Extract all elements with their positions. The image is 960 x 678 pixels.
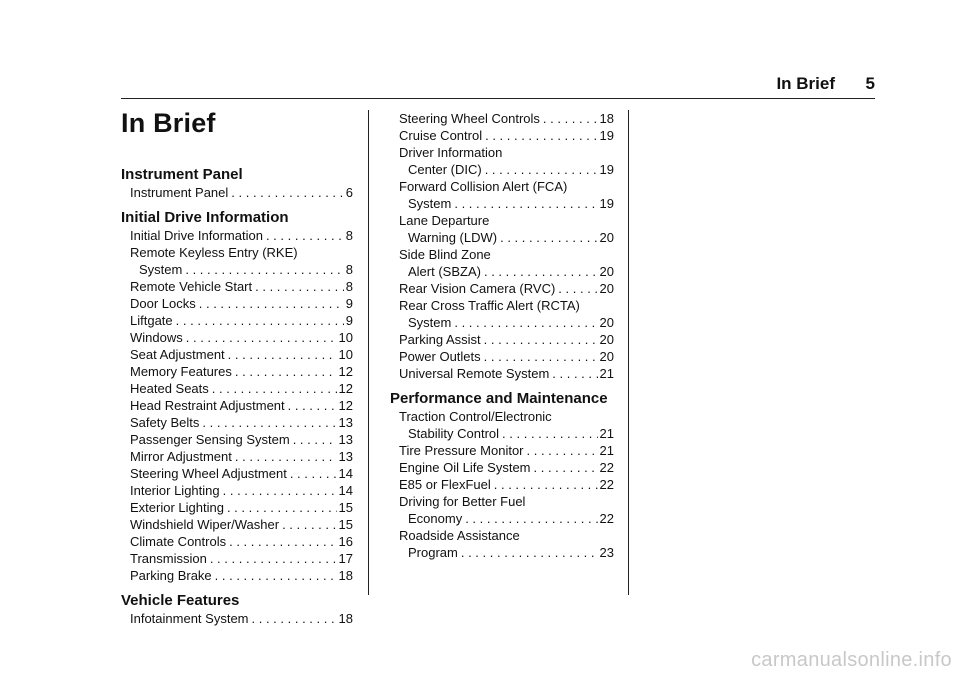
toc-entry-page: 10: [338, 347, 353, 362]
dot-leader: [558, 280, 597, 297]
toc-entry[interactable]: [121, 448, 353, 465]
toc-entry[interactable]: [121, 346, 353, 363]
dot-leader: [228, 346, 337, 363]
toc-entry[interactable]: [121, 550, 353, 567]
toc-entry[interactable]: [121, 244, 353, 278]
toc-entry-page: 23: [599, 545, 614, 560]
toc-entry-page: 14: [338, 466, 353, 481]
toc-entry-title: Rear Cross Traffic Alert (RCTA): [399, 298, 580, 313]
toc-entry-page: 21: [599, 426, 614, 441]
toc-entry-page: 21: [599, 366, 614, 381]
toc-column-1: [121, 166, 353, 627]
dot-leader: [210, 550, 337, 567]
toc-entry[interactable]: [390, 212, 614, 246]
dot-leader: [199, 295, 344, 312]
column-divider: [368, 110, 369, 595]
toc-entry-page: 12: [338, 398, 353, 413]
dot-leader: [227, 499, 337, 516]
toc-entry-page: 15: [338, 500, 353, 515]
dot-leader: [484, 263, 598, 280]
toc-entry-page: 18: [599, 111, 614, 126]
section-heading: Instrument Panel: [121, 166, 243, 183]
toc-entry-title: E85 or FlexFuel: [399, 477, 491, 492]
toc-entry-page: 20: [599, 349, 614, 364]
toc-entry-title: Remote Vehicle Start: [130, 279, 253, 294]
toc-entry-title: System: [408, 196, 452, 211]
toc-entry-title: Tire Pressure Monitor: [399, 443, 524, 458]
toc-entry[interactable]: [390, 280, 614, 297]
toc-entry-page: 22: [599, 511, 614, 526]
toc-entry[interactable]: [390, 365, 614, 382]
toc-entry[interactable]: [121, 380, 353, 397]
toc-entry-page: 13: [338, 449, 353, 464]
toc-entry[interactable]: [121, 482, 353, 499]
toc-entry-page: 18: [338, 568, 353, 583]
toc-entry-page: 10: [338, 330, 353, 345]
toc-entry[interactable]: [121, 533, 353, 550]
toc-entry-title: Driver Information: [399, 145, 503, 160]
dot-leader: [494, 476, 598, 493]
toc-column-2: [390, 110, 614, 561]
toc-entry-title: Engine Oil Life System: [399, 460, 531, 475]
toc-entry-title: Liftgate: [130, 313, 173, 328]
toc-entry[interactable]: [390, 331, 614, 348]
toc-entry-page: 18: [338, 611, 353, 626]
dot-leader: [454, 195, 597, 212]
dot-leader: [176, 312, 344, 329]
dot-leader: [485, 161, 598, 178]
dot-leader: [288, 397, 337, 414]
toc-entry-title: Driving for Better Fuel: [399, 494, 526, 509]
page-title: In Brief: [121, 108, 216, 138]
toc-entry[interactable]: [390, 127, 614, 144]
toc-entry-title: Initial Drive Information: [130, 228, 263, 243]
toc-entry-page: 20: [599, 281, 614, 296]
toc-entry-title: Universal Remote System: [399, 366, 550, 381]
toc-entry-page: 8: [345, 228, 353, 243]
toc-entry-title: Remote Keyless Entry (RKE): [130, 245, 298, 260]
dot-leader: [502, 425, 597, 442]
dot-leader: [465, 510, 597, 527]
toc-entry-title: Memory Features: [130, 364, 232, 379]
toc-entry[interactable]: [390, 297, 614, 331]
toc-entry-title: Stability Control: [408, 426, 500, 441]
toc-entry[interactable]: [390, 493, 614, 527]
toc-entry-title: System: [408, 315, 452, 330]
dot-leader: [252, 610, 337, 627]
dot-leader: [527, 442, 598, 459]
toc-entry-title: Mirror Adjustment: [130, 449, 232, 464]
dot-leader: [500, 229, 597, 246]
toc-entry[interactable]: [121, 312, 353, 329]
toc-entry-title: System: [139, 262, 183, 277]
toc-entry-title: Economy: [408, 511, 463, 526]
toc-entry[interactable]: [121, 329, 353, 346]
running-header: [121, 70, 875, 99]
toc-entry-title: Seat Adjustment: [130, 347, 225, 362]
toc-entry-page: 14: [338, 483, 353, 498]
dot-leader: [290, 465, 337, 482]
toc-entry-title: Traction Control/Electronic: [399, 409, 552, 424]
toc-entry-page: 15: [338, 517, 353, 532]
toc-entry[interactable]: [390, 246, 614, 280]
toc-entry-title: Parking Assist: [399, 332, 481, 347]
toc-entry[interactable]: [121, 431, 353, 448]
dot-leader: [552, 365, 597, 382]
toc-entry[interactable]: [390, 408, 614, 442]
toc-entry-page: 19: [599, 196, 614, 211]
toc-entry-page: 20: [599, 264, 614, 279]
section-heading: Performance and Maintenance: [390, 390, 608, 407]
section-heading: Vehicle Features: [121, 592, 240, 609]
header-page-number: 5: [865, 74, 875, 93]
toc-entry[interactable]: [390, 476, 614, 493]
dot-leader: [212, 380, 337, 397]
watermark: carmanualsonline.info: [751, 649, 952, 671]
dot-leader: [235, 448, 337, 465]
toc-entry-title: Side Blind Zone: [399, 247, 491, 262]
toc-entry-title: Program: [408, 545, 458, 560]
column-divider: [628, 110, 629, 595]
toc-entry-title: Exterior Lighting: [130, 500, 224, 515]
toc-entry-title: Forward Collision Alert (FCA): [399, 179, 568, 194]
dot-leader: [484, 331, 598, 348]
toc-entry-page: 22: [599, 460, 614, 475]
toc-entry-title: Head Restraint Adjustment: [130, 398, 285, 413]
dot-leader: [215, 567, 337, 584]
toc-entry-title: Rear Vision Camera (RVC): [399, 281, 556, 296]
toc-entry-page: 17: [338, 551, 353, 566]
toc-entry-page: 13: [338, 432, 353, 447]
toc-entry-title: Parking Brake: [130, 568, 212, 583]
dot-leader: [231, 184, 343, 201]
toc-entry-title: Door Locks: [130, 296, 196, 311]
toc-entry-page: 20: [599, 332, 614, 347]
toc-entry[interactable]: [390, 459, 614, 476]
section-heading: Initial Drive Information: [121, 209, 289, 226]
dot-leader: [266, 227, 344, 244]
toc-entry-title: Interior Lighting: [130, 483, 220, 498]
toc-entry-page: 19: [599, 162, 614, 177]
toc-entry[interactable]: [121, 567, 353, 584]
dot-leader: [485, 127, 597, 144]
toc-entry[interactable]: [121, 499, 353, 516]
toc-entry-title: Climate Controls: [130, 534, 227, 549]
toc-entry[interactable]: [121, 516, 353, 533]
toc-entry-page: 20: [599, 315, 614, 330]
dot-leader: [293, 431, 337, 448]
toc-entry-page: 16: [338, 534, 353, 549]
toc-entry-title: Safety Belts: [130, 415, 200, 430]
dot-leader: [202, 414, 336, 431]
dot-leader: [543, 110, 598, 127]
toc-entry-page: 8: [345, 262, 353, 277]
toc-entry[interactable]: [390, 527, 614, 561]
dot-leader: [223, 482, 337, 499]
toc-entry[interactable]: [121, 184, 353, 201]
dot-leader: [534, 459, 598, 476]
toc-entry-page: 9: [345, 296, 353, 311]
toc-entry-title: Center (DIC): [408, 162, 482, 177]
toc-entry-page: 8: [345, 279, 353, 294]
toc-entry[interactable]: [121, 278, 353, 295]
dot-leader: [282, 516, 336, 533]
dot-leader: [255, 278, 344, 295]
dot-leader: [461, 544, 598, 561]
toc-entry-title: Roadside Assistance: [399, 528, 520, 543]
toc-entry-title: Passenger Sensing System: [130, 432, 290, 447]
toc-entry[interactable]: [390, 348, 614, 365]
dot-leader: [484, 348, 598, 365]
toc-entry[interactable]: [121, 414, 353, 431]
toc-entry-page: 12: [338, 364, 353, 379]
toc-entry-page: 6: [345, 185, 353, 200]
toc-entry-title: Heated Seats: [130, 381, 209, 396]
toc-entry[interactable]: [390, 110, 614, 127]
dot-leader: [235, 363, 337, 380]
toc-entry[interactable]: [121, 397, 353, 414]
toc-entry[interactable]: [390, 178, 614, 212]
toc-entry-title: Windshield Wiper/Washer: [130, 517, 280, 532]
toc-entry-page: 21: [599, 443, 614, 458]
toc-entry[interactable]: [121, 465, 353, 482]
toc-entry-title: Warning (LDW): [408, 230, 498, 245]
dot-leader: [185, 261, 343, 278]
toc-entry-title: Windows: [130, 330, 183, 345]
toc-entry[interactable]: [390, 144, 614, 178]
header-title: In Brief: [776, 74, 835, 93]
toc-entry-title: Instrument Panel: [130, 185, 229, 200]
toc-entry-title: Transmission: [130, 551, 207, 566]
toc-entry-page: 12: [338, 381, 353, 396]
toc-entry-title: Lane Departure: [399, 213, 490, 228]
dot-leader: [186, 329, 337, 346]
toc-entry-page: 22: [599, 477, 614, 492]
toc-entry-title: Steering Wheel Controls: [399, 111, 540, 126]
toc-entry-page: 19: [599, 128, 614, 143]
toc-entry[interactable]: [121, 295, 353, 312]
toc-entry[interactable]: [121, 363, 353, 380]
toc-entry[interactable]: [121, 610, 353, 627]
toc-entry-title: Steering Wheel Adjustment: [130, 466, 287, 481]
toc-entry-title: Infotainment System: [130, 611, 249, 626]
dot-leader: [229, 533, 336, 550]
toc-entry-page: 9: [345, 313, 353, 328]
dot-leader: [454, 314, 597, 331]
toc-entry-title: Cruise Control: [399, 128, 483, 143]
toc-entry-title: Power Outlets: [399, 349, 481, 364]
toc-entry-title: Alert (SBZA): [408, 264, 481, 279]
toc-entry-page: 20: [599, 230, 614, 245]
toc-entry[interactable]: [121, 227, 353, 244]
toc-entry[interactable]: [390, 442, 614, 459]
toc-entry-page: 13: [338, 415, 353, 430]
